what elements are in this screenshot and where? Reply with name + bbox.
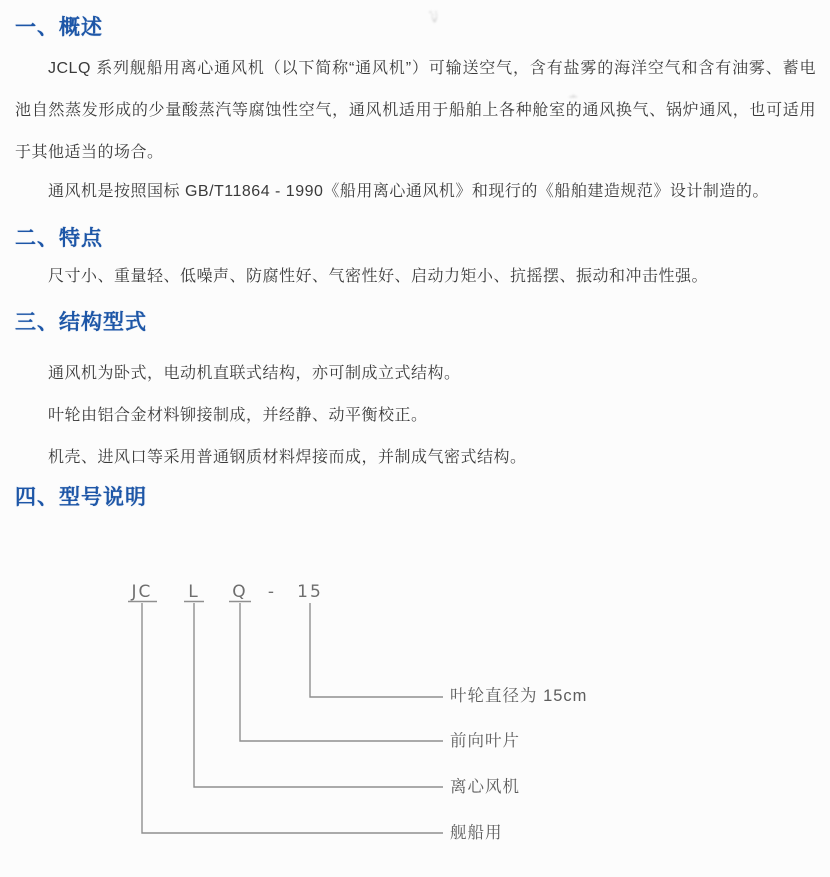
- callout-line-diameter: [310, 603, 443, 697]
- section-heading-structure: 三、结构型式: [15, 311, 147, 334]
- features-paragraph: 尺寸小、重量轻、低噪声、防腐性好、气密性好、启动力矩小、抗摇摆、振动和冲击性强。: [48, 268, 709, 285]
- callout-label-ship-use: 舰船用: [450, 824, 503, 842]
- callout-label-impeller-diameter: 叶轮直径为 15cm: [450, 687, 588, 705]
- section-heading-model: 四、型号说明: [15, 486, 147, 509]
- section-heading-overview: 一、概述: [15, 16, 103, 39]
- scan-artifact: ˧: [566, 93, 579, 99]
- model-code-type: L: [188, 582, 200, 602]
- model-code-text: [131, 582, 323, 602]
- model-code-diameter: 15: [297, 582, 323, 602]
- callout-label-forward-blade: 前向叶片: [450, 732, 520, 750]
- callout-label-centrifugal-fan: 离心风机: [450, 778, 520, 796]
- model-code-series: JC: [131, 582, 153, 602]
- section-heading-features: 二、特点: [15, 227, 103, 250]
- callout-line-fan: [194, 603, 443, 787]
- overview-paragraph: JCLQ 系列舰船用离心通风机（以下简称“通风机”）可输送空气，含有盐雾的海洋空气和含有油雾、蓄电池自然蒸发形成的少量酸蒸汽等腐蚀性空气，通风机适用于船舶上各种舱室的通风换气、锅炉通风，也可适用于其他适当的场合。: [15, 60, 816, 161]
- model-code-dash: -: [267, 582, 277, 602]
- callout-labels: [450, 686, 587, 842]
- structure-paragraph-2: 叶轮由铝合金材料铆接制成，并经静、动平衡校正。: [48, 407, 428, 424]
- model-code-blade: Q: [232, 582, 248, 602]
- structure-paragraph-3: 机壳、进风口等采用普通钢质材料焊接而成，并制成气密式结构。: [48, 449, 527, 466]
- structure-paragraph-1: 通风机为卧式，电动机直联式结构，亦可制成立式结构。: [48, 365, 461, 382]
- callout-lines: [142, 603, 443, 833]
- callout-line-ship: [142, 603, 443, 833]
- scan-artifact: ;∶˃: [427, 10, 440, 23]
- model-code-diagram: [0, 560, 830, 870]
- callout-line-blade: [240, 603, 443, 741]
- standard-paragraph: 通风机是按照国标 GB/T11864 - 1990《船用离心通风机》和现行的《船舶建造规范》设计制造的。: [48, 183, 769, 200]
